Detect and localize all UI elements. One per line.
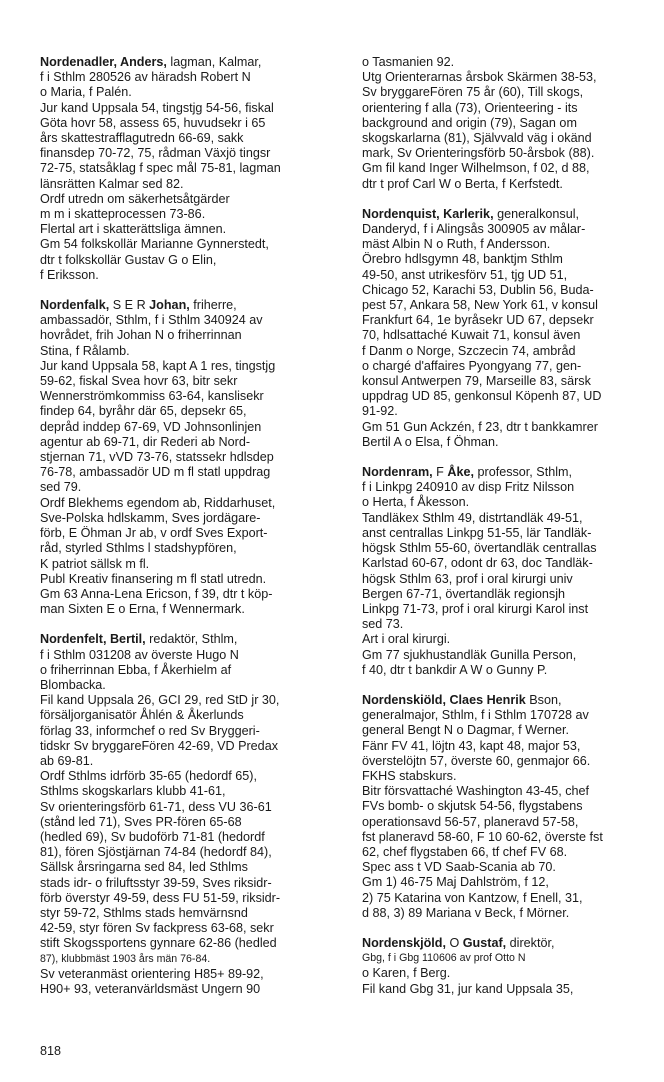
- entry-nordenfelt: Nordenfelt, Bertil, redaktör, Sthlm, f i Sthlm 031208 av överste Hugo N o friherrinnan Ebba, f Åkerhielm af Blombacka. Fil kand Uppsala 26, GCI 29, red StD jr 30, försäljorganisatör Åhlén & Åkerlunds förlag 33, informchef o red Sv Bryggeri- tidskr Sv bryggareFören 42-69, VD Predax ab 69-81. Ordf Sthlms idrförb 35-65 (hedordf 65), Sthlms skogskarlars klubb 41-61, Sv orienteringsförb 61-71, dess VU 36-61 (stånd led 71), Sves PR-fören 65-68 (hedled 69), Sv budoförb 71-81 (hedordf 81), fören Sjöstjärnan 74-84 (hedordf 84), Sällsk årsringarna sed 84, led Sthlms stads idr- o friluftsstyr 39-59, Sves riksidr- förb överstyr 49-59, dess FU 51-59, riksidr- styr 59-72, Sthlms stads hemvärnsnd 42-59, styr fören Sv fackpress 63-68, sekr stift Skogssportens gynnare 62-86 (hedled 87), klubbmäst 1903 års män 76-84. Sv veteranmäst orientering H85+ 89-92, H90+ 93, veteranvärldsmäst Ungern 90: [40, 632, 281, 996]
- entry-name: Nordenquist, Karlerik,: [362, 206, 494, 221]
- entry-nordenram: Nordenram, F Åke, professor, Sthlm, f i Linkpg 240910 av disp Fritz Nilsson o Herta, f Åkesson. Tandläkex Sthlm 49, distrtandläk 49-51, anst centrallas Linkpg 51-55, lär Tandläk- högsk Sthlm 55-60, övertandläk centrallas Karlstad 60-67, odont dr 63, doc Tandläk- högsk Sthlm 63, prof i oral kirurgi univ Bergen 67-71, övertandläk regionsjh Linkpg 71-73, prof i oral kirurgi Karol inst sed 73. Art i oral kirurgi. Gm 77 sjukhustandläk Gunilla Person, f 40, dtr t bankdir A W o Gunny P.: [362, 465, 597, 677]
- entry-name-prefix: Nordenfalk,: [40, 298, 110, 313]
- entry-name: Johan,: [149, 298, 190, 313]
- entry-nordenskiold: Nordenskiöld, Claes Henrik Bson, generalmajor, Sthlm, f i Sthlm 170728 av general Bengt N o Dagmar, f Werner. Fänr FV 41, löjtn 43, kapt 48, major 53, överstelöjtn 57, överste 60, genmajor 66. FKHS stabskurs. Bitr försvattaché Washington 43-45, chef FVs bomb- o skjutsk 54-56, flygstabens operationsavd 56-57, planeravd 57-58, fst planeravd 58-60, F 10 60-62, överste fst 62, chef flygstaben 66, tf chef FV 68. Spec ass t VD Saab-Scania ab 70. Gm 1) 46-75 Maj Dahlström, f 12, 2) 75 Katarina von Kantzow, f Enell, 31, d 88, 3) 89 Mariana v Beck, f Mörner.: [362, 692, 603, 920]
- left-column: [40, 55, 340, 1012]
- entry-nordenquist: Nordenquist, Karlerik, generalkonsul, Danderyd, f i Alingsås 300905 av målar- mäst Albin N o Ruth, f Andersson. Örebro hdlsgymn 48, banktjm Sthlm 49-50, anst utrikesförv 51, tjg UD 51, Chicago 52, Karachi 53, Dublin 56, Buda- pest 57, Ankara 58, New York 61, v konsul Frankfurt 64, 1e byråsekr UD 67, depsekr 70, hdlsattaché Kuwait 71, konsul även f Danm o Norge, Szczecin 74, ambråd o chargé d'affaires Pyongyang 77, gen- konsul Antwerpen 79, Marseille 83, särsk uppdrag UD 85, genkonsul Köpenh 87, UD 91-92. Gm 51 Gun Ackzén, f 23, dtr t bankkamrer Bertil A o Elsa, f Öhman.: [362, 206, 602, 449]
- entry-nordenfelt-continued: o Tasmanien 92. Utg Orienterarnas årsbok Skärmen 38-53, Sv bryggareFören 75 år (60), Till skogs, orientering f alla (73), Orienteering - its background and origin (79), Sagan om skogskarlarna (81), Självvald väg i okänd mark, Sv Orienteringsförb 50-årsbok (88). Gm fil kand Inger Wilhelmson, f 02, d 88, dtr t prof Carl W o Berta, f Kerfstedt.: [362, 55, 597, 191]
- entry-name: Gustaf,: [462, 935, 507, 950]
- entry-name: Nordenskiöld, Claes Henrik: [362, 692, 526, 707]
- entry-nordenadler: Nordenadler, Anders, lagman, Kalmar, f i Sthlm 280526 av häradsh Robert N o Maria, f Palén. Jur kand Uppsala 54, tingstjg 54-56, fiskal Göta hovr 58, assess 65, huvudsekr i 65 års skattestrafflagutredn 66-69, sakk finansdep 70-72, 75, rådman Växjö tingsr 72-75, statsåklag f spec mål 75-81, lagman länsrätten Kalmar sed 82. Ordf utredn om säkerhetsåtgärder m m i skatteprocessen 73-86. Flertal art i skatterättsliga ämnen. Gm 54 folkskollär Marianne Gynnerstedt, dtr t folkskollär Gustav G o Elin, f Eriksson.: [40, 55, 281, 282]
- right-column: [362, 55, 652, 1012]
- entry-name-prefix: Nordenskjöld,: [362, 935, 446, 950]
- entry-name-prefix: Nordenram,: [362, 465, 433, 480]
- entry-name: Åke,: [447, 465, 474, 480]
- page-number: 818: [40, 1044, 62, 1058]
- entry-name: Nordenadler, Anders,: [40, 55, 167, 69]
- entry-name: Nordenfelt, Bertil,: [40, 632, 146, 647]
- entry-nordenskjold: Nordenskjöld, O Gustaf, direktör, Gbg, f i Gbg 110606 av prof Otto N o Karen, f Berg. Fil kand Gbg 31, jur kand Uppsala 35,: [362, 935, 574, 996]
- entry-nordenfalk: Nordenfalk, S E R Johan, friherre, ambassadör, Sthlm, f i Sthlm 340924 av hovrådet, frih Johan N o friherrinnan Stina, f Rålamb. Jur kand Uppsala 58, kapt A 1 res, tingstjg 59-62, fiskal Svea hovr 63, bitr sekr Wennerströmkommiss 63-64, kanslisekr findep 64, byråhr där 65, depsekr 65, depråd inddep 67-69, VD Johnsonlinjen agentur ab 69-71, dir Rederi ab Nord- stjernan 71, vVD 73-76, statssekr hdlsdep 76-78, ambassadör UD m fl statl uppdrag sed 79. Ordf Blekhems egendom ab, Riddarhuset, Sve-Polska hdlskamm, Sves jordägare- förb, E Öhman Jr ab, v ordf Sves Export- råd, styrled Sthlms l stadshypfören, K patriot sällsk m fl. Publ Kreativ finansering m fl statl utredn. Gm 63 Anna-Lena Ericson, f 39, dtr t köp- man Sixten E o Erna, f Wennermark.: [40, 298, 276, 617]
